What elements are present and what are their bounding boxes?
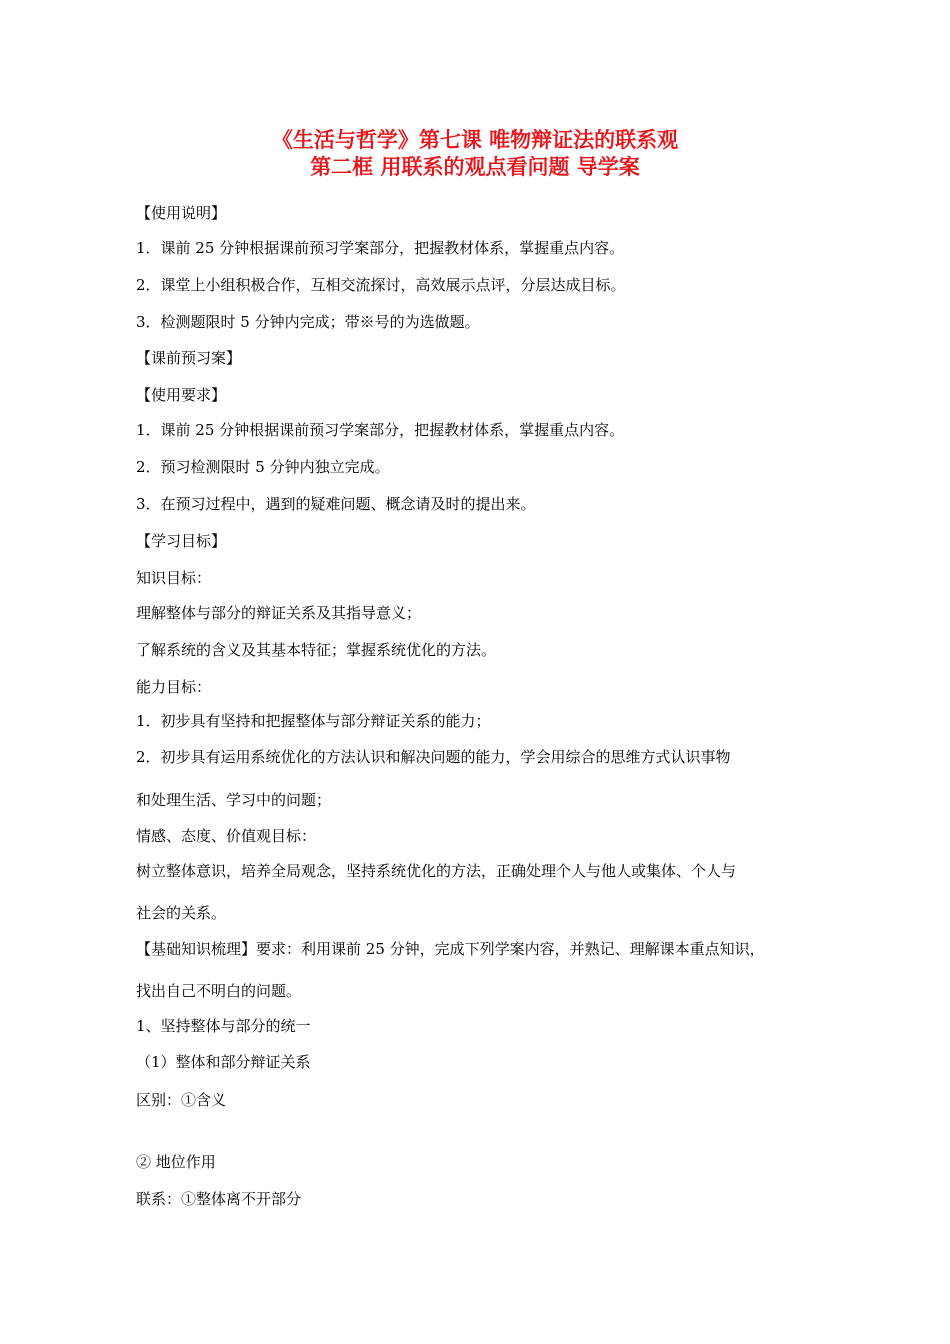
goal-text: 理解整体与部分的辩证关系及其指导意义； xyxy=(136,604,422,622)
goal-text: 和处理生活、学习中的问题； xyxy=(136,791,332,809)
document-subtitle: 第二框 用联系的观点看问题 导学案 xyxy=(310,155,640,179)
goal-text: 社会的关系。 xyxy=(136,904,227,922)
section-heading-usage: 【使用说明】 xyxy=(136,204,227,222)
usage-item: 1．课前 25 分钟根据课前预习学案部分，把握教材体系，掌握重点内容。 xyxy=(136,239,625,257)
outline-item: 区别：①含义 xyxy=(136,1091,227,1109)
outline-item: （1）整体和部分辩证关系 xyxy=(136,1053,311,1071)
outline-item: 联系：①整体离不开部分 xyxy=(136,1190,302,1208)
goal-text: 了解系统的含义及其基本特征；掌握系统优化的方法。 xyxy=(136,641,497,659)
requirement-item: 3．在预习过程中，遇到的疑难问题、概念请及时的提出来。 xyxy=(136,495,536,513)
outline-item: 1、坚持整体与部分的统一 xyxy=(136,1017,311,1035)
requirement-item: 1．课前 25 分钟根据课前预习学案部分，把握教材体系，掌握重点内容。 xyxy=(136,421,625,439)
section-heading-goals: 【学习目标】 xyxy=(136,532,227,550)
goal-label: 知识目标： xyxy=(136,569,212,587)
goal-label: 情感、态度、价值观目标： xyxy=(136,827,317,845)
goal-text: 树立整体意识，培养全局观念，坚持系统优化的方法，正确处理个人与他人或集体、个人与 xyxy=(136,862,737,880)
goal-label: 能力目标： xyxy=(136,678,212,696)
usage-item: 2．课堂上小组积极合作，互相交流探讨，高效展示点评，分层达成目标。 xyxy=(136,276,626,294)
section-heading-requirements: 【使用要求】 xyxy=(136,386,227,404)
goal-text: 1．初步具有坚持和把握整体与部分辩证关系的能力； xyxy=(136,712,491,730)
section-heading-basics: 【基础知识梳理】要求：利用课前 25 分钟，完成下列学案内容，并熟记、理解课本重点知识， xyxy=(136,940,765,958)
section-heading-preview: 【课前预习案】 xyxy=(136,349,242,367)
document-title: 《生活与哲学》第七课 唯物辩证法的联系观 xyxy=(271,128,679,152)
goal-text: 2．初步具有运用系统优化的方法认识和解决问题的能力，学会用综合的思维方式认识事物 xyxy=(136,748,731,766)
outline-item: ② 地位作用 xyxy=(136,1153,216,1171)
basics-text: 找出自己不明白的问题。 xyxy=(136,982,302,1000)
requirement-item: 2．预习检测限时 5 分钟内独立完成。 xyxy=(136,458,390,476)
usage-item: 3．检测题限时 5 分钟内完成；带※号的为选做题。 xyxy=(136,313,480,331)
